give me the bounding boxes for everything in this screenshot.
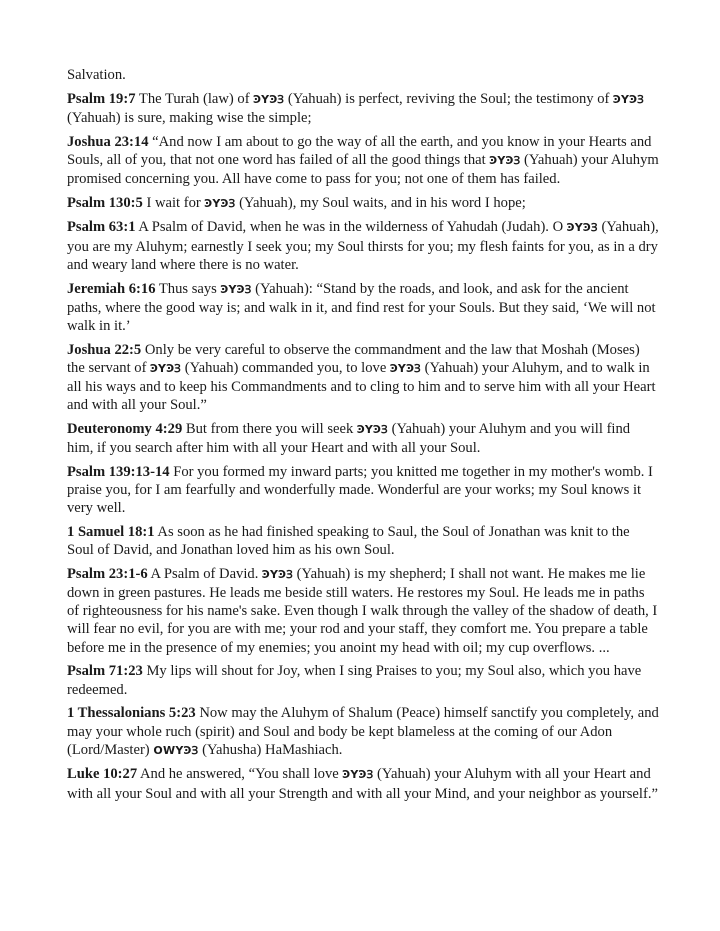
verse-reference: Luke 10:27 xyxy=(67,766,138,783)
verse-paragraph xyxy=(67,133,660,189)
verse-reference: Psalm 139:13-14 xyxy=(67,463,170,480)
verse-text: (Yahuah) commanded you, to love xyxy=(181,359,390,376)
paleo-name: ꜾYꜾꞫ xyxy=(489,153,521,167)
verse-text: A Psalm of David. xyxy=(147,565,262,582)
verse-reference: Psalm 71:23 xyxy=(67,663,143,680)
verse-list xyxy=(67,90,660,803)
verse-paragraph xyxy=(67,704,660,760)
verse-text: (Yahuah), you are my Aluhym; earnestly I seek you; my Soul thirsts for you; my flesh faints for you, as in a dry and weary land where there is no water. xyxy=(67,219,659,273)
paleo-name: ꜾYꜾꞫ xyxy=(150,361,182,375)
paleo-name: ꜾYꜾꞫ xyxy=(389,361,421,375)
paleo-name: ꜾYꜾꞫ xyxy=(356,422,388,436)
verse-text: (Yahuah) your Aluhym, and to walk in all his ways and to keep his Commandments and to cling to him and to serve him with all your Heart and with all your Soul.” xyxy=(67,359,656,414)
verse-paragraph xyxy=(67,463,660,518)
paleo-name: ꜾYꜾꞫ xyxy=(613,92,645,106)
verse-text: “And now I am about to go the way of all the earth, and you know in your Hearts and Souls, all of you, that not one word has failed of all the good things that xyxy=(67,133,652,168)
verse-paragraph xyxy=(67,280,660,336)
verse-reference: 1 Thessalonians 5:23 xyxy=(67,705,196,722)
verse-text: (Yahuah) your Aluhym with all your Heart and with all your Soul and with all your Strength and with all your Mind, and your neighbor as yourself.” xyxy=(67,766,658,802)
verse-paragraph xyxy=(67,341,660,415)
verse-paragraph xyxy=(67,523,660,559)
intro-line: Salvation. xyxy=(67,67,126,83)
paleo-name: ꜾYꜾꞫ xyxy=(253,92,285,106)
verse-paragraph xyxy=(67,218,660,274)
verse-reference: Deuteronomy 4:29 xyxy=(67,420,183,437)
verse-paragraph xyxy=(67,194,660,213)
verse-paragraph xyxy=(67,90,660,127)
verse-reference: Jeremiah 6:16 xyxy=(67,280,156,297)
verse-reference: Psalm 19:7 xyxy=(67,90,136,107)
verse-paragraph xyxy=(67,765,660,802)
verse-text: The Turah (law) of xyxy=(135,90,254,107)
verse-reference: Psalm 130:5 xyxy=(67,194,143,211)
verse-text: Only be very careful to observe the commandment and the law that Moshah (Moses) the servant of xyxy=(67,341,640,376)
verse-text: (Yahuah) your Aluhym promised concerning you. All have come to pass for you; not one of them has failed. xyxy=(67,151,659,188)
verse-reference: Psalm 23:1-6 xyxy=(67,565,148,582)
verse-text: But from there you will seek xyxy=(182,420,357,437)
paleo-name: ꜾYꜾꞫ xyxy=(220,282,252,296)
paleo-name: ꜾYꜾꞫ xyxy=(204,196,236,210)
verse-text: I wait for xyxy=(142,194,205,211)
verse-reference: 1 Samuel 18:1 xyxy=(67,523,155,540)
verse-reference: Joshua 22:5 xyxy=(67,341,142,358)
verse-text: My lips will shout for Joy, when I sing Praises to you; my Soul also, which you have redeemed. xyxy=(67,663,642,698)
verse-text: And he answered, “You shall love xyxy=(137,766,343,783)
verse-text: (Yahuah) is my shepherd; I shall not want. He makes me lie down in green pastures. He leads me beside still waters. He restores my Soul. He leads me in paths of righteousness for his name's sake. Even though I walk through the valley of the shadow of death, I will fear no evil, for you are with me; your rod and your staff, they comfort me. You prepare a table before me in the presence of my enemies; you anoint my head with oil; my cup overflows. ... xyxy=(67,565,658,656)
verse-text: (Yahuah) is sure, making wise the simple; xyxy=(67,109,312,126)
verse-text: Now may the Aluhym of Shalum (Peace) himself sanctify you completely, and may your whole ruch (spirit) and Soul and body be kept blameless at the coming of our Adon (Lord/Master) xyxy=(67,705,659,758)
verse-text: (Yahuah), my Soul waits, and in his word I hope; xyxy=(235,194,526,211)
verse-text: (Yahuah) your Aluhym and you will find him, if you search after him with all your Heart and with all your Soul. xyxy=(67,420,631,457)
paleo-name: OWYꜾꞫ xyxy=(153,743,199,757)
verse-text: As soon as he had finished speaking to Saul, the Soul of Jonathan was knit to the Soul of David, and Jonathan loved him as his own Soul. xyxy=(67,523,630,559)
verse-text: A Psalm of David, when he was in the wilderness of Yahudah (Judah). O xyxy=(135,219,567,236)
verse-reference: Psalm 63:1 xyxy=(67,219,136,236)
paleo-name: ꜾYꜾꞫ xyxy=(262,567,293,581)
verse-reference: Joshua 23:14 xyxy=(67,133,149,150)
verse-paragraph xyxy=(67,565,660,657)
verse-text: (Yahuah): “Stand by the roads, and look, and ask for the ancient paths, where the good way is; and walk in it, and find rest for your Souls. But they said, ‘We will not walk in it.’ xyxy=(67,280,656,334)
paleo-name: ꜾYꜾꞫ xyxy=(566,221,598,235)
verse-text: For you formed my inward parts; you knitted me together in my mother's womb. I praise you, for I am fearfully and wonderfully made. Wonderful are your works; my Soul knows it very well. xyxy=(67,463,653,517)
verse-paragraph xyxy=(67,420,660,457)
paleo-name: ꜾYꜾꞫ xyxy=(342,768,374,782)
verse-text: (Yahuah) is perfect, reviving the Soul; the testimony of xyxy=(284,90,614,107)
verse-text: (Yahusha) HaMashiach. xyxy=(198,741,343,758)
verse-text: Thus says xyxy=(155,280,221,297)
verse-paragraph xyxy=(67,662,660,698)
